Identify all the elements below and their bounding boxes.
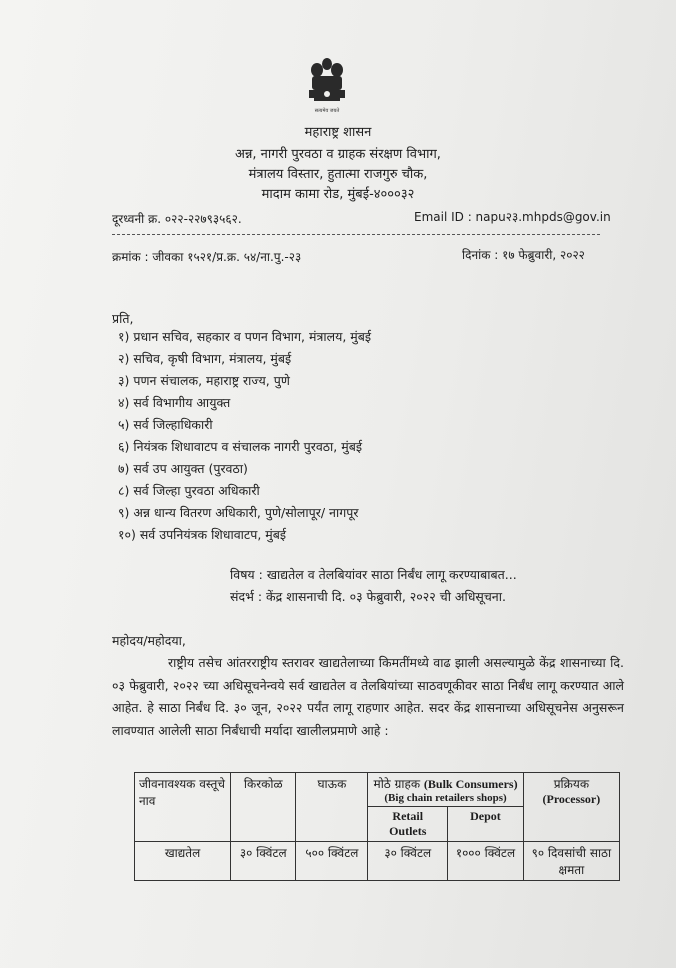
reference-number: क्रमांक : जीवका १५२१/प्र.क्र. ५४/ना.पु.-२३: [112, 250, 302, 264]
header-depot: Depot: [448, 807, 524, 842]
header-wholesale: घाऊक: [296, 773, 368, 842]
email-id: Email ID : napu२३.mhpds@gov.in: [414, 210, 611, 224]
list-item: ३) पणन संचालक, महाराष्ट्र राज्य, पुणे: [118, 373, 290, 388]
emblem-caption: सत्यमेव जयते: [314, 108, 340, 114]
cell-outlets: ३० क्विंटल: [368, 842, 448, 881]
list-item: ८) सर्व जिल्हा पुरवठा अधिकारी: [118, 483, 260, 498]
cell-wholesale: ५०० क्विंटल: [296, 842, 368, 881]
header-divider: [112, 234, 600, 235]
cell-item: खाद्यतेल: [135, 842, 231, 881]
reference-line: संदर्भ : केंद्र शासनाची दि. ०३ फेब्रुवारी, २०२२ ची अधिसूचना.: [230, 589, 506, 604]
body-text: राष्ट्रीय तसेच आंतरराष्ट्रीय स्तरावर खाद्यतेलाच्या किमतींमध्ये वाढ झाली असल्यामुळे केंद्र शासनाच्या दि. ०३ फेब्रुवारी, २०२२ च्या अधिसूचनेन्वये सर्व खाद्यतेल व तेलबियांच्या साठवणूकीवर साठा निर्बंध लागू करण्यात आले आहेत. हे साठा निर्बंध दि. ३० जून, २०२२ पर्यंत लागू राहणार आहेत. सदर केंद्र शासनाच्या अधिसूचनेस अनुसरून लावण्यात आलेली साठा निर्बंधाची मर्यादा खालीलप्रमाणे आहे :: [112, 655, 624, 738]
list-item: ६) नियंत्रक शिधावाटप व संचालक नागरी पुरवठा, मुंबई: [118, 439, 362, 454]
header-department: अन्न, नागरी पुरवठा व ग्राहक संरक्षण विभाग,: [235, 147, 441, 162]
salutation: महोदय/महोदया,: [112, 633, 186, 648]
header-address-1: मंत्रालय विस्तार, हुतात्मा राजगुरु चौक,: [248, 167, 428, 182]
header-retail-outlets: Retail Outlets: [368, 807, 448, 842]
to-label: प्रति,: [112, 311, 134, 326]
letter-date: दिनांक : १७ फेब्रुवारी, २०२२: [462, 248, 585, 262]
list-item: ७) सर्व उप आयुक्त (पुरवठा): [118, 461, 248, 476]
header-retail: किरकोळ: [231, 773, 296, 842]
header-bulk-mr: मोठे ग्राहक (Bulk Consumers): [373, 777, 518, 791]
phone-number: दूरध्वनी क्र. ०२२-२२७९३५६२.: [112, 212, 242, 226]
list-item: १) प्रधान सचिव, सहकार व पणन विभाग, मंत्रालय, मुंबई: [118, 329, 372, 344]
header-address-2: मादाम कामा रोड, मुंबई-४०००३२: [261, 187, 415, 202]
header-bulk-consumers: [368, 773, 523, 807]
header-item: जीवनावश्यक वस्तूचे नाव: [135, 773, 231, 842]
cell-processor: ९० दिवसांची साठा क्षमता: [523, 842, 619, 881]
subject-line: विषय : खाद्यतेल व तेलबियांवर साठा निर्बंध लागू करण्याबाबत...: [230, 567, 517, 582]
stock-limit-table: [134, 772, 620, 881]
list-item: ४) सर्व विभागीय आयुक्त: [118, 395, 231, 410]
table-row: [135, 842, 620, 881]
list-item: २) सचिव, कृषी विभाग, मंत्रालय, मुंबई: [118, 351, 292, 366]
cell-retail: ३० क्विंटल: [231, 842, 296, 881]
recipient-list: [112, 326, 371, 546]
ashoka-emblem-icon: [304, 56, 350, 118]
list-item: ५) सर्व जिल्हाधिकारी: [118, 417, 213, 432]
header-processor: प्रक्रियक (Processor): [523, 773, 619, 842]
header-bulk-sub: (Big chain retailers shops): [384, 792, 507, 804]
list-item: ९) अन्न धान्य वितरण अधिकारी, पुणे/सोलापूर/ नागपूर: [118, 505, 359, 520]
body-paragraph: [112, 652, 624, 742]
cell-depot: १००० क्विंटल: [448, 842, 524, 881]
header-government: महाराष्ट्र शासन: [304, 125, 372, 140]
list-item: १०) सर्व उपनियंत्रक शिधावाटप, मुंबई: [118, 527, 287, 542]
